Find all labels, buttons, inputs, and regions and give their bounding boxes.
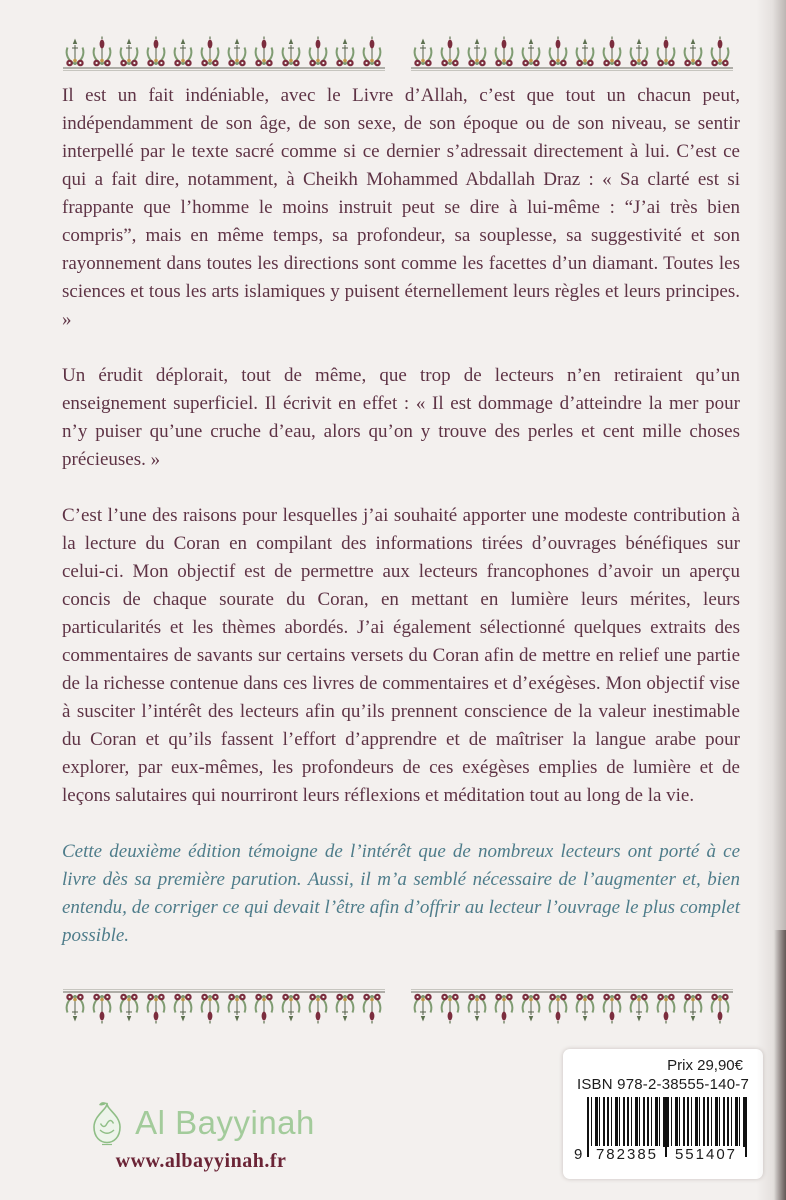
barcode-digits [574, 1144, 753, 1164]
page-edge-shadow [756, 0, 786, 1200]
isbn-text: ISBN 978-2-38555-140-7 [576, 1076, 749, 1093]
barcode-bars-icon [587, 1097, 747, 1147]
publisher-website: www.albayyinah.fr [115, 1150, 287, 1172]
paragraph-2: Un érudit déplorait, tout de même, que trop de lecteurs n’en retiraient qu’un enseignement superficiel. Il écrivit en effet : « Il est dommage d’atteindre la mer pour n’y puiser qu’une cruche d’eau, alors qu’on y trouve des perles et cent mille choses précieuses. » [62, 365, 740, 470]
paragraph-1: Il est un fait indéniable, avec le Livre d’Allah, c’est que tout un chacun peut, indépendamment de son âge, de son sexe, de son époque ou de son niveau, se sentir interpellé par le texte sacré comme si ce dernier s’adressait directement à lui. C’est ce qui a fait dire, notamment, à Cheikh Mohammed Abdallah Draz : « Sa clarté est si frappante que l’homme le moins instruit peut se dire à lui-même : “J’ai très bien compris”, mais en même temps, sa profondeur, sa souplesse, sa suggestivité et son rayonnement dans toutes les directions sont comme les facettes d’un diamant. Toutes les sciences et tous les arts islamiques y puisent éternellement leurs règles et leurs principes. » [62, 85, 740, 330]
barcode-lead-digit: 9 [574, 1146, 583, 1163]
publisher-block [56, 1100, 346, 1173]
price-text: Prix 29,90€ [667, 1057, 743, 1074]
price-isbn-label [563, 1049, 763, 1179]
calligraphy-drop-icon [87, 1100, 127, 1146]
edition-note: Cette deuxième édition témoigne de l’intérêt que de nombreux lecteurs ont porté à ce livre dès sa première parution. Aussi, il m’a semblé nécessaire de l’augmenter et, bien entendu, de corriger ce qui devait l’être afin d’offrir au lecteur l’ouvrage le plus complet possible. [62, 841, 740, 946]
ean13-barcode [574, 1097, 753, 1167]
back-cover-text [62, 82, 740, 978]
barcode-group-2: 551407 [669, 1146, 743, 1163]
floral-band-bottom-icon [62, 986, 734, 1028]
publisher-name: Al Bayyinah [135, 1104, 315, 1141]
barcode-group-1: 782385 [591, 1146, 663, 1163]
paragraph-3: C’est l’une des raisons pour lesquelles j’ai souhaité apporter une modeste contribution à la lecture du Coran en compilant des informations tirées d’ouvrages bénéfiques sur celui-ci. Mon objectif est de permettre aux lecteurs francophones d’avoir un aperçu concis de chaque sourate du Coran, en mettant en lumière leurs mérites, leurs particularités et les thèmes abordés. J’ai également sélectionné quelques extraits des commentaires de savants sur certains versets du Coran afin de mettre en relief une partie de la richesse contenue dans ces livres de commentaires et d’exégèses. Mon objectif vise à susciter l’intérêt des lecteurs afin qu’ils prennent conscience de la valeur inestimable du Coran et qu’ils fassent l’effort d’apprendre et de maîtriser la langue arabe pour explorer, par eux-mêmes, les profondeurs de ces exégèses emplies de lumière et de leçons salutaires qui nourriront leurs réflexions et méditation tout au long de la vie. [62, 505, 740, 806]
page-edge-shadow-dark [774, 930, 786, 1200]
floral-band-top-icon [62, 34, 734, 76]
